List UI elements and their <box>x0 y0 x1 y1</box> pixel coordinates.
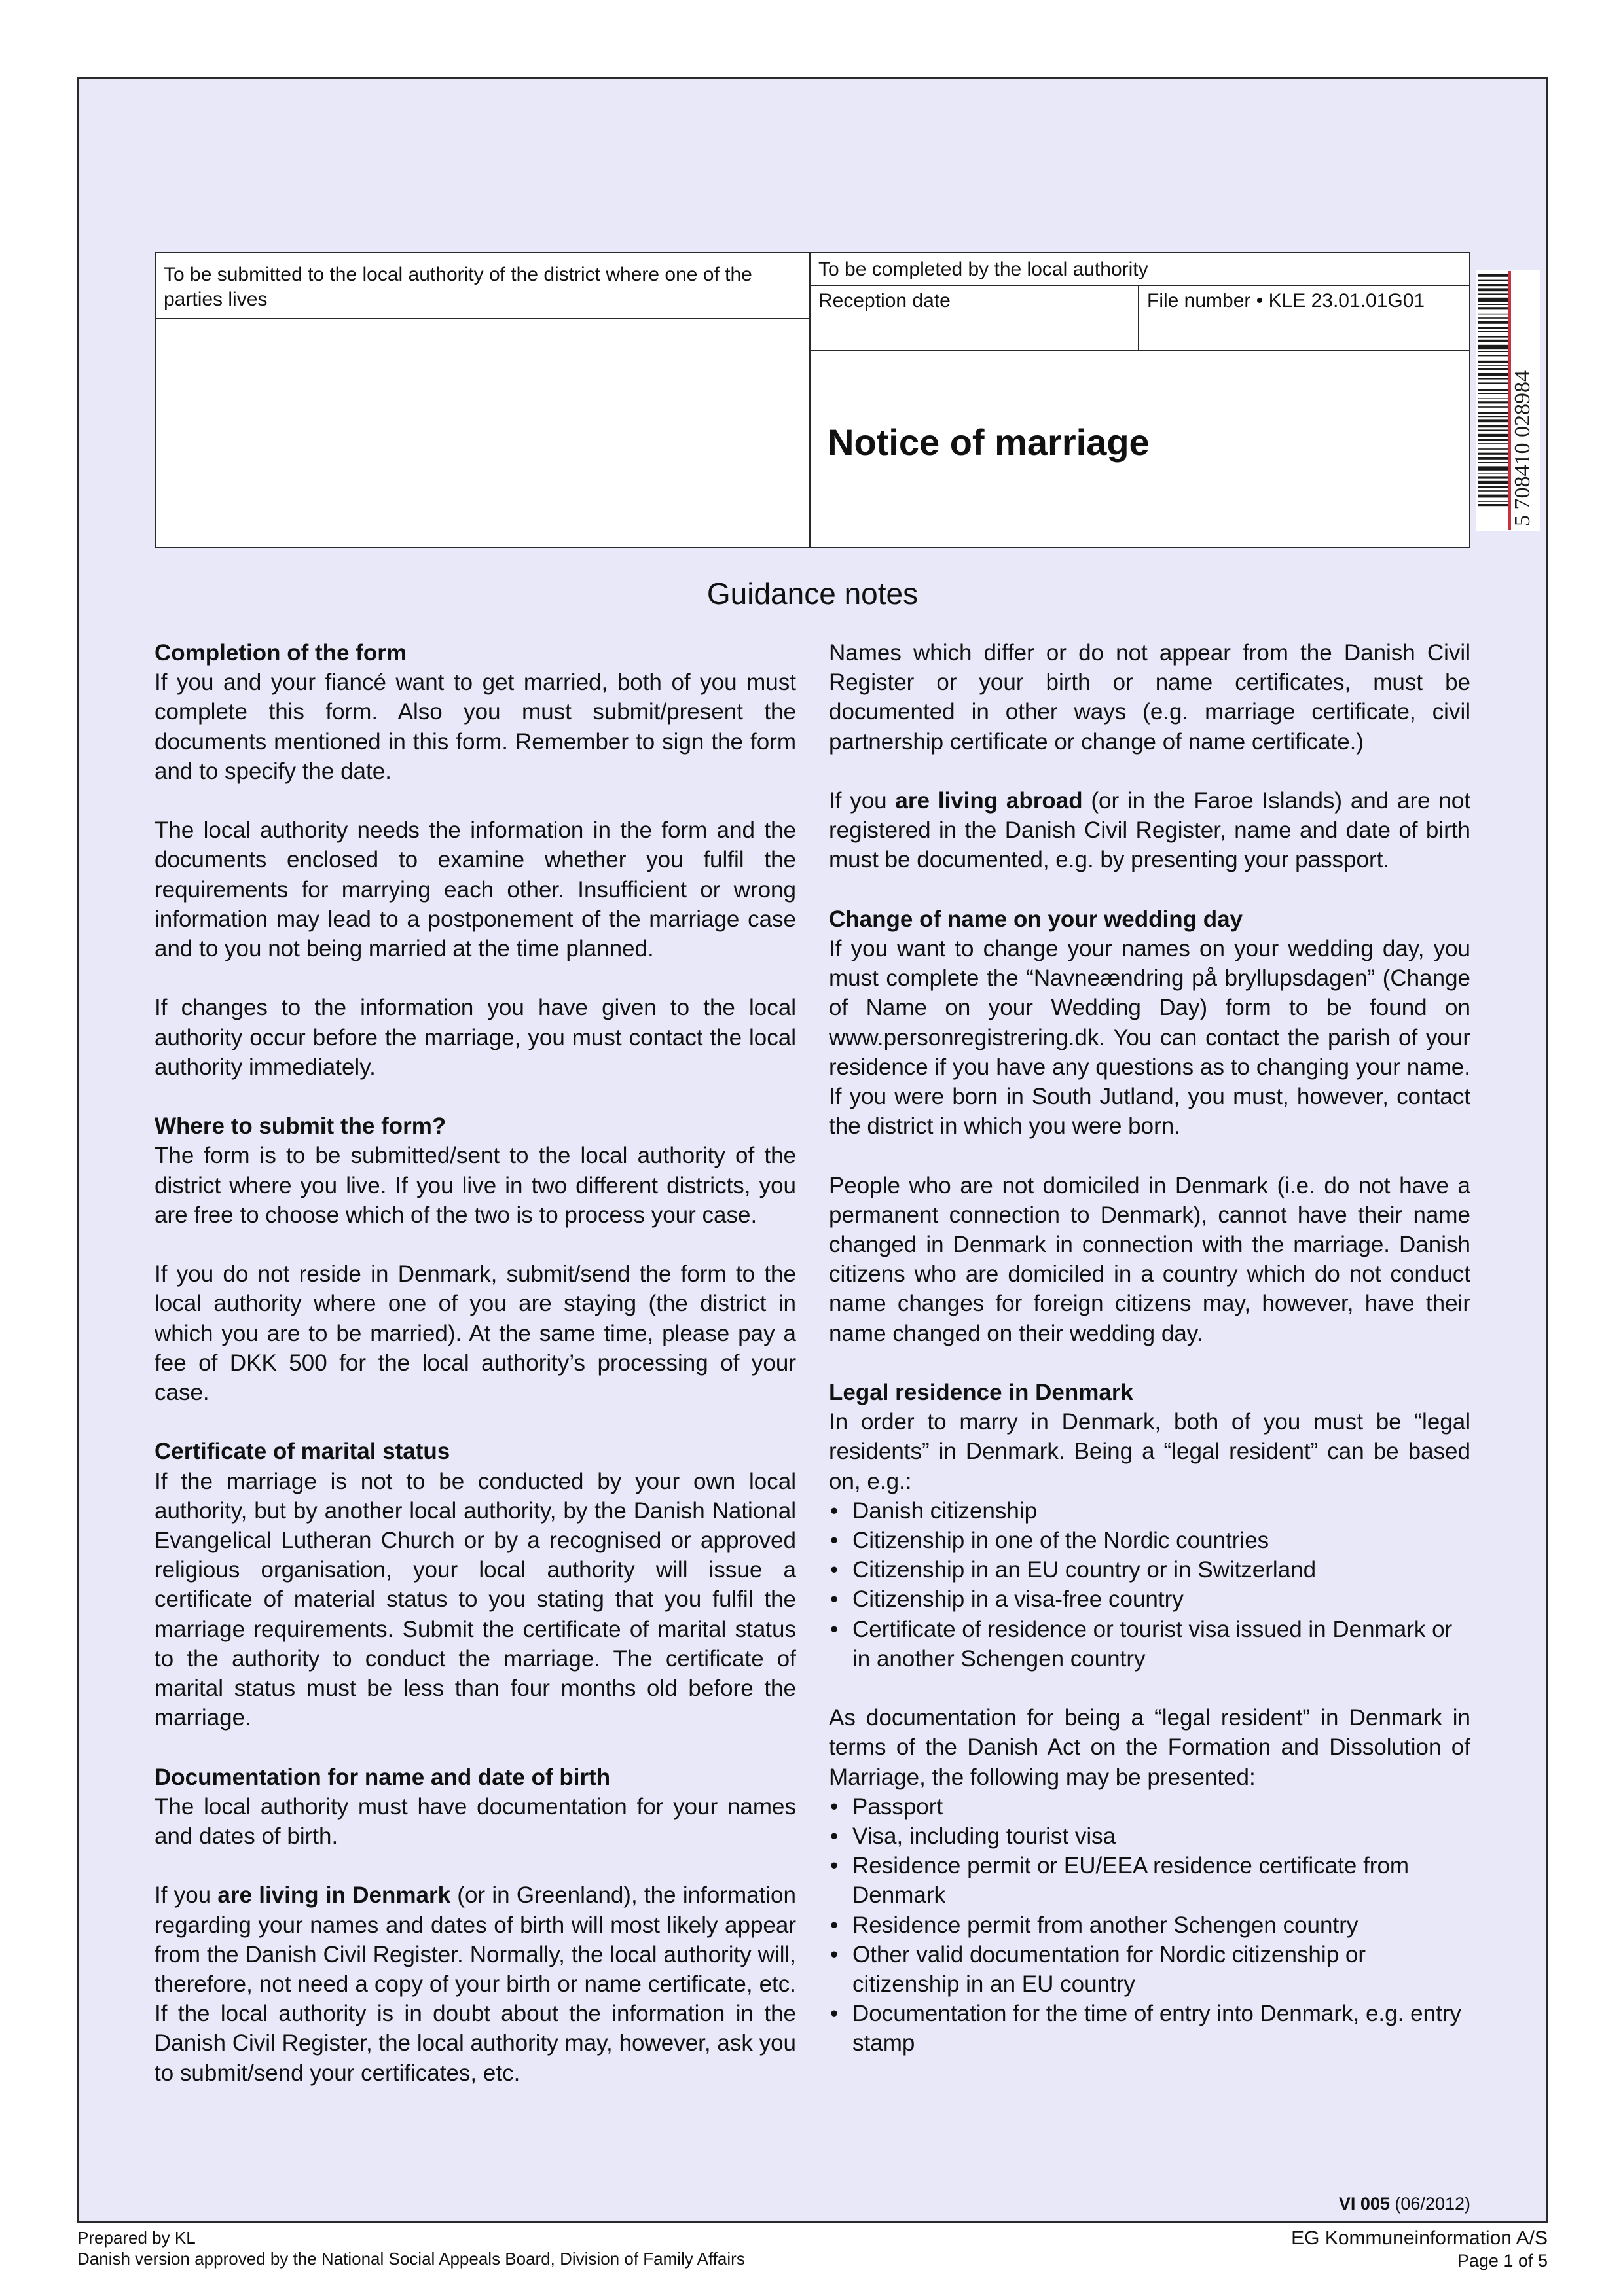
completion-p3: If changes to the information you have given to the local authority occur before the marriage, you must contact the local authority immediately. <box>155 995 796 1080</box>
file-number-field[interactable] <box>1139 286 1469 351</box>
change-name-heading: Change of name on your wedding day <box>829 906 1243 932</box>
barcode-bar <box>1478 274 1508 277</box>
change-name-p2: People who are not domiciled in Denmark (i.e. do not have a permanent connection to Denmark), cannot have their name changed in Denmark in connection with the marriage. Danish citizens who are domiciled in a country which do not conduct name changes for foreign citizens may, however, have their name changed on their wedding day. <box>829 1172 1470 1346</box>
where-p2: If you do not reside in Denmark, submit/send the form to the local authority where one of you are staying (the district in which you are to be married). At the same time, please pay a fee of DKK 500 for the local authority’s processing of your case. <box>155 1261 796 1406</box>
barcode-bar <box>1478 504 1508 506</box>
form-code-number: VI 005 <box>1338 2194 1390 2214</box>
completion-heading: Completion of the form <box>155 640 407 666</box>
submit-to-label: To be submitted to the local authority of the district where one of the parties lives <box>156 253 811 319</box>
barcode-bar <box>1478 382 1508 384</box>
barcode-bar <box>1478 448 1508 450</box>
where-p1: The form is to be submitted/sent to the local authority of the district where you live. If you live in two different districts, you are free to choose which of the two is to process your case. <box>155 1143 796 1228</box>
publisher: EG Kommuneinformation A/S <box>1291 2227 1548 2249</box>
documentation-p3: Names which differ or do not appear from the Danish Civil Register or your birth or name certificates, must be documented in other ways (e.g. marriage certificate, civil partnership certificate or change of name certificate.) <box>829 640 1470 755</box>
barcode-bar <box>1478 331 1508 332</box>
footer-right <box>1113 2227 1548 2272</box>
list-item: • Residence permit from another Schengen country <box>829 1910 1470 1940</box>
barcode-bar <box>1478 368 1508 370</box>
barcode-bar <box>1478 293 1508 295</box>
legal-documents-list <box>829 1792 1470 2058</box>
barcode-bar <box>1478 298 1508 302</box>
barcode-bar <box>1478 495 1508 498</box>
list-item: • Documentation for the time of entry into Denmark, e.g. entry stamp <box>829 1999 1470 2058</box>
barcode-bar <box>1478 453 1508 455</box>
local-authority-address-field[interactable] <box>156 319 811 547</box>
list-item: • Certificate of residence or tourist visa issued in Denmark or in another Schengen country <box>829 1615 1470 1674</box>
legal-bases-list <box>829 1496 1470 1674</box>
barcode-bar <box>1478 361 1508 363</box>
list-item: • Citizenship in one of the Nordic countries <box>829 1526 1470 1555</box>
list-item: • Citizenship in a visa-free country <box>829 1585 1470 1614</box>
barcode-digits-text: 5 708410 028984 <box>1510 370 1535 526</box>
barcode-bar <box>1478 476 1508 478</box>
form-header-table <box>155 252 1470 548</box>
barcode-bar <box>1478 473 1508 474</box>
prepared-by: Prepared by KL <box>77 2228 196 2248</box>
barcode-bar <box>1478 345 1508 349</box>
barcode-bar <box>1478 416 1508 418</box>
documentation-heading: Documentation for name and date of birth <box>155 1764 611 1790</box>
form-code <box>1113 2193 1470 2215</box>
barcode-bar <box>1478 401 1508 403</box>
barcode-bar <box>1478 284 1508 286</box>
barcode-bar <box>1478 457 1508 460</box>
barcode-bar <box>1478 425 1508 427</box>
barcode-bar <box>1478 373 1508 376</box>
guidance-left-column <box>155 638 796 2117</box>
barcode-bar <box>1478 398 1508 399</box>
barcode-bar <box>1478 501 1508 502</box>
barcode-bar <box>1478 321 1508 324</box>
barcode-bar <box>1478 340 1508 342</box>
barcode-bar <box>1478 378 1508 380</box>
guidance-right-column <box>829 638 1470 2088</box>
barcode-bar <box>1478 314 1508 315</box>
barcode-bar <box>1478 355 1508 357</box>
where-heading: Where to submit the form? <box>155 1113 447 1139</box>
barcode-bar <box>1478 466 1508 470</box>
file-number-label: File number • KLE 23.01.01G01 <box>1147 290 1425 312</box>
barcode-bar <box>1478 481 1508 484</box>
legal-p2: As documentation for being a “legal resident” in Denmark in terms of the Danish Act on the Formation and Dissolution of Marriage, the following may be presented: <box>829 1705 1470 1790</box>
list-item: • Other valid documentation for Nordic citizenship or citizenship in an EU country <box>829 1940 1470 1999</box>
approved-by: Danish version approved by the National Social Appeals Board, Division of Family Affairs <box>77 2249 745 2269</box>
form-title: Notice of marriage <box>828 422 1150 463</box>
completed-by-label: To be completed by the local authority <box>811 253 1469 286</box>
documentation-p4: If you are living abroad (or in the Faroe Islands) and are not registered in the Danish Civil Register, name and date of birth must be documented, e.g. by presenting your passport. <box>829 788 1471 873</box>
form-code-date: (06/2012) <box>1395 2194 1470 2214</box>
barcode-bar <box>1478 327 1508 329</box>
list-item: • Visa, including tourist visa <box>829 1821 1470 1851</box>
barcode-bar <box>1478 486 1508 488</box>
barcode-bar <box>1478 419 1508 422</box>
barcode-bar <box>1478 429 1508 431</box>
page-number: Page 1 of 5 <box>1457 2251 1548 2270</box>
barcode-bar <box>1478 304 1508 305</box>
barcode-bar <box>1478 389 1508 391</box>
documentation-p1: The local authority must have documentation for your names and dates of birth. <box>155 1793 796 1850</box>
barcode-bar <box>1478 439 1508 441</box>
barcode-bar <box>1478 393 1508 394</box>
change-name-p1: If you want to change your names on your wedding day, you must complete the “Navneændring på bryllupsdagen” (Change of Name on your Wedding Day) form to be found on www.personregistrering.dk. You can contact the parish of your residence if you have any questions as to changing your name. If you were born in South Jutland, you must, however, contact the district in which you were born. <box>829 936 1470 1139</box>
barcode-bar <box>1478 351 1508 352</box>
list-item: • Passport <box>829 1792 1470 1821</box>
barcode-bar <box>1478 317 1508 319</box>
barcode-bar <box>1478 490 1508 492</box>
guidance-title: Guidance notes <box>706 577 919 611</box>
barcode-bar <box>1478 280 1508 281</box>
list-item: • Citizenship in an EU country or in Switzerland <box>829 1555 1470 1585</box>
barcode-bar <box>1478 365 1508 366</box>
barcode-bar <box>1478 336 1508 338</box>
reception-date-label: Reception date <box>818 290 951 312</box>
documentation-p2: If you are living in Denmark (or in Greenland), the information regarding your names and dates of birth will most likely appear from the Danish Civil Register. Normally, the local authority will, therefore, not need a copy of your birth or name certificate, etc. If the local authority is in doubt about the information in the Danish Civil Register, the local authority may, however, ask you to submit/send your certificates, etc. <box>155 1882 796 2086</box>
barcode-bar <box>1478 434 1508 437</box>
barcode-bar <box>1478 443 1508 444</box>
form-title-cell <box>811 351 1469 547</box>
legal-heading: Legal residence in Denmark <box>829 1380 1133 1406</box>
barcode-bar <box>1478 462 1508 463</box>
barcode-bar <box>1478 412 1508 414</box>
completion-p2: The local authority needs the information in the form and the documents enclosed to examine whether you fulfil the requirements for marrying each other. Insufficient or wrong information may lead to a postponement of the marriage case and to you not being married at the time planned. <box>155 817 796 962</box>
reception-date-field[interactable] <box>811 286 1139 351</box>
legal-p1: In order to marry in Denmark, both of you must be “legal residents” in Denmark. Being a “legal resident” can be based on, e.g.: <box>829 1409 1470 1494</box>
footer-left <box>77 2227 745 2269</box>
marital-p1: If the marriage is not to be conducted by your own local authority, but by another local authority, by the Danish National Evangelical Lutheran Church or by a recognised or approved religious organisation, your local authority will issue a certificate of material status to you stating that you fulfil the marriage requirements. Submit the certificate of marital status to the authority to conduct the marriage. The certificate of marital status must be less than four months old before the marriage. <box>155 1468 796 1731</box>
barcode-bar <box>1478 307 1508 309</box>
barcode-number <box>1510 270 1536 531</box>
list-item: • Residence permit or EU/EEA residence certificate from Denmark <box>829 1851 1470 1910</box>
barcode-bar <box>1478 288 1508 291</box>
marital-heading: Certificate of marital status <box>155 1439 450 1465</box>
list-item: • Danish citizenship <box>829 1496 1470 1526</box>
completion-p1: If you and your fiancé want to get married, both of you must complete this form. Also you must submit/present the documents mentioned in this form. Remember to sign the form and to specify the date. <box>155 670 796 784</box>
barcode-bar <box>1478 406 1508 408</box>
